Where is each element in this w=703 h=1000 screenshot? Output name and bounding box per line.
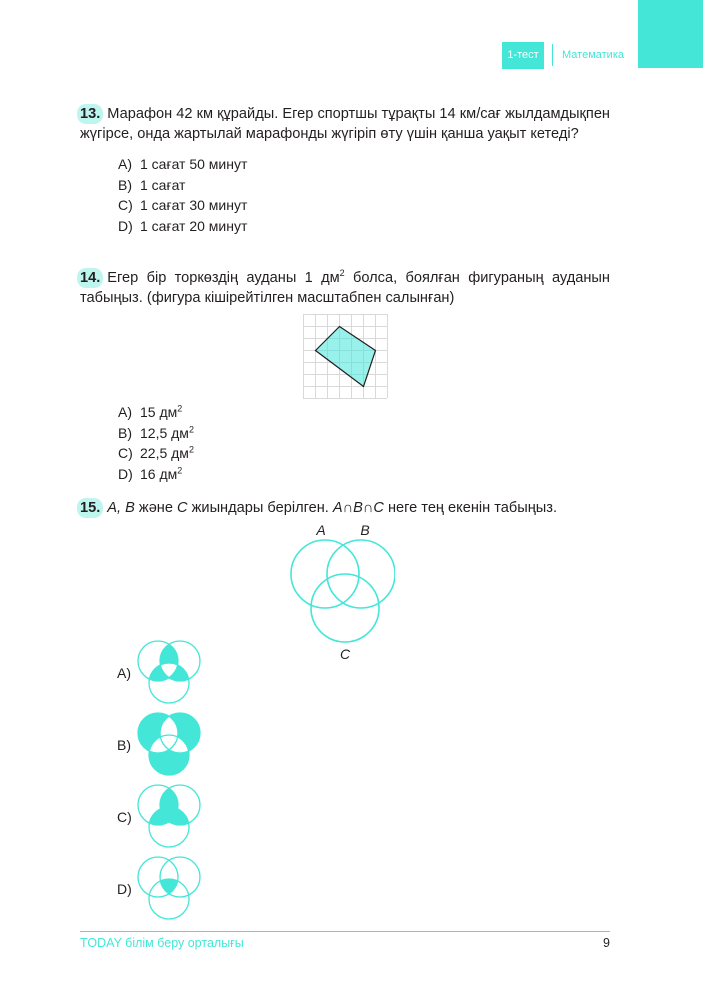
option-14-b[interactable] [118,423,610,444]
intersection-expression: A∩B∩C [332,500,384,516]
superscript: 2 [188,423,194,434]
question-14-text [80,268,610,308]
option-13-b[interactable] [118,175,610,196]
superscript: 2 [177,403,183,414]
shaded-quadrilateral [316,327,376,387]
venn-option-a-icon [132,639,208,711]
option-text: 1 сағат [140,176,186,193]
question-14-body-start: Егер бір торкөздің ауданы 1 дм [107,270,340,286]
question-13-body: Марафон 42 км құрайды. Егер спортшы тұрақты 14 км/сағ жылдамдықпен жүгірсе, онда жартылай марафонды жүгіріп өту үшін қанша уақыт кетеді? [80,106,610,142]
option-letter: A) [118,156,132,172]
option-letter: B) [117,737,131,753]
venn-option-b-icon [132,711,208,783]
option-13-a[interactable] [118,154,610,175]
option-text: 22,5 дм [140,445,189,461]
question-14 [80,268,610,308]
option-letter: B) [118,424,132,441]
option-text: 1 сағат 50 минут [140,156,248,172]
venn-label-b: B [360,522,370,538]
venn-option-d-icon [132,855,208,927]
question-14-answers [80,402,610,484]
question-14-options [118,402,610,484]
question-15-body: жиындары берілген. [187,500,333,516]
option-text: 12,5 дм [140,424,189,441]
footer-divider [80,931,610,932]
question-13-text [80,104,610,144]
option-text: 16 дм [140,465,178,482]
option-letter: B) [118,176,132,193]
test-label: 1-тест [502,42,544,69]
venn-diagram-main [285,520,395,662]
option-letter: D) [118,217,133,234]
option-letter: A) [118,404,132,420]
question-14-body-end: болса, боялған фигураның ауданын табыңыз. (фигура кішірейтілген масштабпен салынған) [80,270,610,306]
venn-option-c-icon [132,783,208,855]
question-15-body-end: неге тең екенін табыңыз. [383,500,558,516]
venn-label-a: A [316,522,326,538]
option-letter: D) [117,881,132,897]
question-15 [80,498,610,518]
question-15-number: 15. [77,498,103,518]
option-14-c[interactable] [118,443,610,464]
conjunction: және [134,500,178,516]
option-14-d[interactable] [118,464,610,485]
sets-ab: A, B [107,500,135,516]
option-text: 1 сағат 20 минут [140,217,248,234]
question-14-number: 14. [77,268,103,288]
corner-accent-block [638,0,703,68]
page-number: 9 [603,936,610,950]
question-13-options [118,154,610,236]
grid-figure [303,314,389,400]
option-letter: C) [118,445,133,461]
header-divider [552,44,553,66]
option-letter: D) [118,465,133,482]
superscript: 2 [177,464,183,475]
option-14-a[interactable] [118,402,610,423]
option-letter: C) [117,809,132,825]
option-letter: C) [118,197,133,213]
venn-label-c: C [339,646,351,662]
option-letter: A) [117,665,131,681]
option-13-c[interactable] [118,195,610,216]
set-c: C [177,500,188,516]
option-text: 1 сағат 30 минут [140,197,248,213]
question-13 [80,104,610,236]
footer-brand: TODAY білім беру орталығы [80,936,244,950]
superscript: 2 [188,444,194,455]
subject-label: Математика [562,49,624,61]
question-15-text [80,498,610,518]
option-text: 15 дм [140,404,178,420]
venn-circle-b [327,540,395,608]
option-13-d[interactable] [118,216,610,237]
question-13-number: 13. [77,104,103,124]
superscript: 2 [339,268,345,279]
